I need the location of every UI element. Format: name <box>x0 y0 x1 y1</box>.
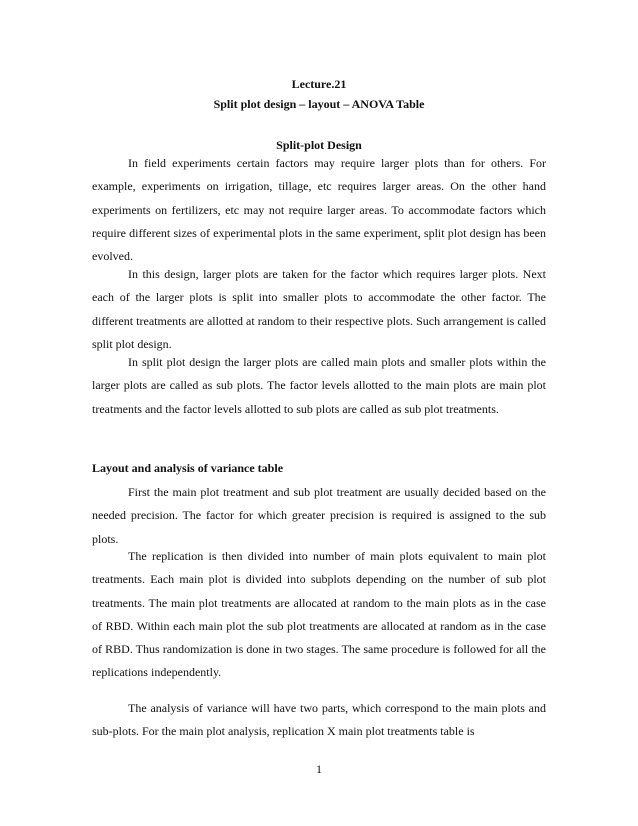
paragraph-anova: The analysis of variance will have two parts, which correspond to the main plots and sub-plots. For the main plot analysis, replication X main plot treatments table is <box>92 701 546 739</box>
lecture-number: Lecture.21 <box>291 77 347 91</box>
paragraph-intro: In field experiments certain factors may require larger plots than for others. For example, experiments on irrigation, tillage, etc requires larger areas. On the other hand experiments on fertilizers, etc may not require larger areas. To accommodate factors which require different sizes of experimental plots in the same experiment, split plot design has been evolved. <box>92 156 546 264</box>
paragraph-design: In this design, larger plots are taken for the factor which requires larger plots. Next each of the larger plots is split into smaller plots to accommodate the other factor. The different treatments are allotted at random to their respective plots. Such arrangement is called split plot design. <box>92 267 546 351</box>
paragraph-main-sub-plots: In split plot design the larger plots are called main plots and smaller plots within the larger plots are called as sub plots. The factor levels allotted to the main plots are main plot treatments and the factor levels allotted to sub plots are called as sub plot treatments. <box>92 355 546 416</box>
paragraph-precision: First the main plot treatment and sub plot treatment are usually decided based on the needed precision. The factor for which greater precision is required is assigned to the sub plots. <box>92 485 546 546</box>
page-number: 1 <box>316 762 322 776</box>
paragraph-replication: The replication is then divided into number of main plots equivalent to main plot treatments. Each main plot is divided into subplots depending on the number of sub plot treatments. The main plot treatments are allocated at random to the main plots as in the case of RBD. Within each main plot the sub plot treatments are allocated at random as in the case of RBD. Thus randomization is done in two stages. The same procedure is followed for all the replications independently. <box>92 549 546 680</box>
section-heading-split-plot: Split-plot Design <box>276 138 362 152</box>
section-heading-layout: Layout and analysis of variance table <box>92 461 284 475</box>
lecture-title: Split plot design – layout – ANOVA Table <box>213 97 425 111</box>
document-page <box>92 0 546 826</box>
